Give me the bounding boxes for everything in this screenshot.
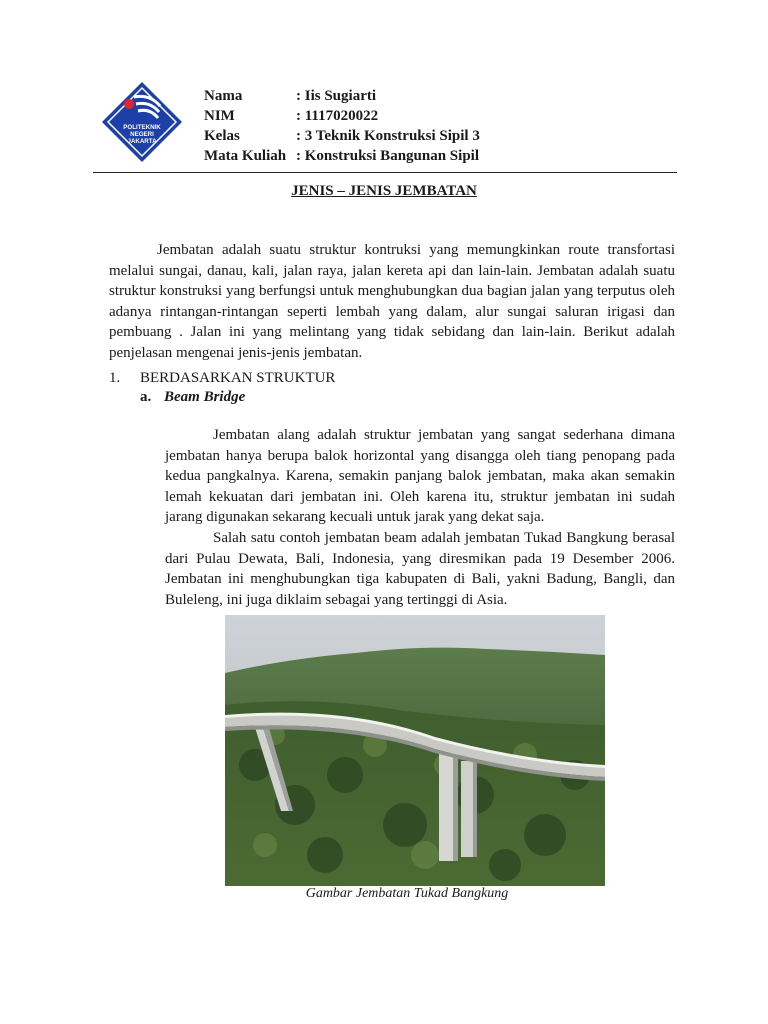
beam-bridge-paragraph-2: Salah satu contoh jembatan beam adalah jembatan Tukad Bangkung berasal dari Pulau Dewata, Bali, Indonesia, yang diresmikan pada 19 Desember 2006. Jembatan ini menghubungkan tiga kabupaten di Bali, yakni Badung, Bangli, dan Buleleng, ini juga diklaim sebagai yang tertinggi di Asia.: [165, 530, 675, 608]
info-value: : Konstruksi Bangunan Sipil: [296, 148, 479, 164]
header-divider: [93, 172, 677, 173]
info-label: Mata Kuliah: [204, 148, 287, 164]
info-label: Kelas: [204, 128, 240, 144]
info-row-nama: [204, 86, 480, 106]
beam-bridge-paragraph-1: Jembatan alang adalah struktur jembatan yang sangat sederhana dimana jembatan hanya berupa balok horizontal yang disangga oleh tiang penopang pada kedua pangkalnya. Karena, semakin panjang balok jembatan, maka akan semakin lemah kekuatan dari jembatan ini. Oleh karena itu, struktur jembatan ini sudah jarang digunakan sekarang kecuali untuk jarak yang dekat saja.: [165, 427, 675, 525]
info-row-nim: [204, 106, 480, 126]
info-value: : 1117020022: [296, 108, 379, 124]
logo-text-line1: POLITEKNIK: [123, 124, 161, 131]
document-title: JENIS – JENIS JEMBATAN: [291, 183, 477, 199]
subsection-heading: [140, 387, 245, 407]
section-title: BERDASARKAN STRUKTUR: [140, 370, 336, 386]
subsection-title: Beam Bridge: [164, 389, 246, 405]
student-info: [204, 86, 480, 166]
info-label: Nama: [204, 88, 243, 104]
figure-caption: Gambar Jembatan Tukad Bangkung: [305, 886, 509, 901]
logo-text-line2: NEGERI: [130, 131, 154, 138]
info-label: NIM: [204, 108, 235, 124]
info-row-kelas: [204, 126, 480, 146]
info-value: : 3 Teknik Konstruksi Sipil 3: [296, 128, 480, 144]
intro-paragraph: Jembatan adalah suatu struktur kontruksi yang memungkinkan route transfortasi melalui sungai, danau, kali, jalan raya, jalan kereta api dan lain-lain. Jembatan adalah suatu struktur konstruksi yang berfungsi untuk menghubungkan dua bagian jalan yang terputus oleh adanya rintangan-rintangan seperti lembah yang dalam, alur sungai saluran irigasi dan pembuang . Jalan ini yang melintang yang tidak sebidang dan lain-lain. Berikut adalah penjelasan mengenai jenis-jenis jembatan.: [109, 242, 675, 361]
logo-text-line3: JAKARTA: [127, 138, 157, 145]
info-row-mata-kuliah: [204, 146, 480, 166]
bridge-photo: [225, 615, 605, 886]
section-heading: [109, 368, 335, 388]
politeknik-negeri-jakarta-logo: [100, 80, 184, 164]
subsection-letter: a.: [140, 389, 152, 405]
info-value: : Iis Sugiarti: [296, 88, 377, 104]
section-number: 1.: [109, 370, 121, 386]
